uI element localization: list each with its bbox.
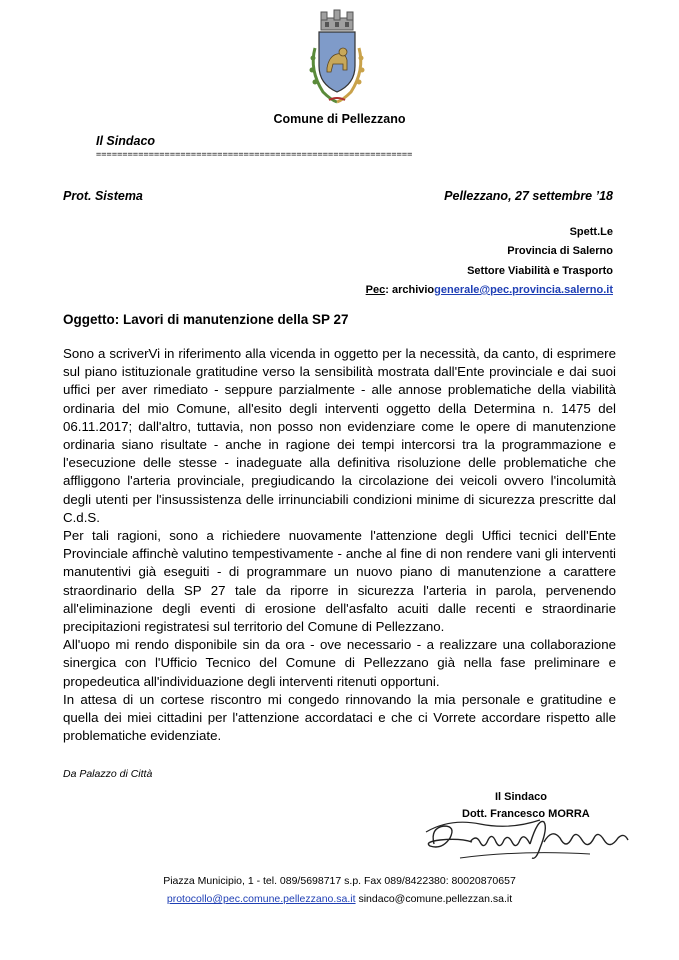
body-paragraph: Per tali ragioni, sono a richiedere nuovamente l'attenzione degli Uffici tecnici dell'Ente Provinciale affinchè valutino tempestivamente - anche al fine di non rendere vani gli interventi manutentivi già eseguiti - di programmare un nuovo piano di manutenzione a carattere straordinario della SP 27 tale da riporre in sicurezza l'arteria in parola, pervenendo all'eliminazione degli eventi di erosione dell'asfalto acuiti dalle recenti e straordinarie precipitazioni registratesi sul territorio del Comune di Pellezzano. xyxy=(63,528,616,635)
header-separator: ============================================================ xyxy=(96,150,413,160)
letter-body xyxy=(63,345,616,745)
subject-line: Oggetto: Lavori di manutenzione della SP 27 xyxy=(63,312,349,327)
body-paragraph: Sono a scriverVi in riferimento alla vicenda in oggetto per la necessità, da canto, di esprimere sul piano istituzionale gratitudine verso la sensibilità mostrata dall'Ente provinciale e dai suoi uffici per aver rimediato - seppure parzialmente - alle annose problematiche della viabilità ordinaria del mio Comune, all'esito degli interventi oggetto della Determina n. 1475 del 06.11.2017; dall'altro, tuttavia, non posso non evidenziare come le opere di manutenzione ordinaria siano risultate - anche in ragione dei tempi intercorsi tra la programmazione e l'esecuzione delle stesse - inadeguate alla definitiva risoluzione delle problematiche che affliggono l'arteria provinciale, pregiudicando la circolazione dei veicoli ovvero l'incolumità degli utenti per l'insussistenza delle irrinunciabili condizioni minime di sicurezza prescritte dal C.d.S. xyxy=(63,346,616,525)
pec-prefix: : archivio xyxy=(385,283,435,296)
protocol-label: Prot. Sistema xyxy=(63,189,143,203)
letter-date: Pellezzano, 27 settembre ’18 xyxy=(444,189,613,203)
signatory-title: Il Sindaco xyxy=(495,791,547,803)
recipient-line: Provincia di Salerno xyxy=(507,245,613,258)
recipient-line: Spett.Le xyxy=(569,226,613,238)
body-paragraph: In attesa di un cortese riscontro mi congedo rinnovando la mia personale e gratitudine e quella dei miei cittadini per l'attenzione accordataci e che ci Vorrete accordare rispetto alle problematiche evidenziate. xyxy=(63,691,616,744)
coat-of-arms-emblem xyxy=(303,8,371,106)
recipient-block xyxy=(366,223,613,300)
recipient-pec-link[interactable]: generale@pec.provincia.salerno.it xyxy=(434,283,613,296)
footer-email: sindaco@comune.pellezzan.sa.it xyxy=(355,893,513,905)
signatory-name: Dott. Francesco MORRA xyxy=(462,808,590,820)
office-heading: Il Sindaco xyxy=(96,134,156,148)
footer-emails xyxy=(0,893,679,905)
footer-pec-link[interactable]: protocollo@pec.comune.pellezzano.sa.it xyxy=(166,893,356,905)
footer-contact: Piazza Municipio, 1 - tel. 089/5698717 s.p. Fax 089/8422380: 80020870657 xyxy=(163,875,516,887)
body-paragraph: All'uopo mi rendo disponibile sin da ora - ove necessario - a realizzare una collaborazione sinergica con l'Ufficio Tecnico del Comune di Pellezzano già nella fase preliminare e propedeutica all'individuazione degli interventi ritenuti opportuni. xyxy=(63,637,616,689)
closing-place: Da Palazzo di Città xyxy=(63,768,153,780)
pec-label: Pec xyxy=(365,283,386,296)
recipient-pec xyxy=(366,281,613,300)
recipient-line: Settore Viabilità e Trasporto xyxy=(467,264,613,277)
comune-title: Comune di Pellezzano xyxy=(273,112,406,126)
